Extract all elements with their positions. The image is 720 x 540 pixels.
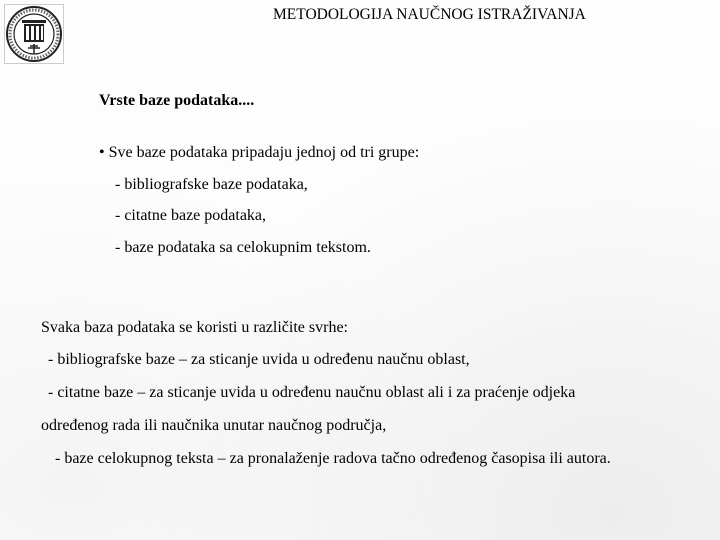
- list-item: - citatne baze podataka,: [115, 207, 267, 224]
- section-heading: Vrste baze podataka....: [99, 92, 255, 109]
- purpose-line: - citatne baze – za sticanje uvida u određenu naučnu oblast ali i za praćenje odjeka: [48, 384, 576, 401]
- bullet-intro: • Sve baze podataka pripadaju jednoj od tri grupe:: [99, 144, 420, 161]
- purposes-intro: Svaka baza podataka se koristi u različite svrhe:: [41, 319, 348, 336]
- purpose-line: određenog rada ili naučnika unutar naučnog područja,: [41, 417, 387, 434]
- page-title: METODOLOGIJA NAUČNOG ISTRAŽIVANJA: [273, 6, 586, 23]
- purpose-line: - bibliografske baze – za sticanje uvida u određenu naučnu oblast,: [48, 351, 470, 368]
- list-item: - bibliografske baze podataka,: [115, 176, 308, 193]
- university-seal-icon: [4, 4, 64, 64]
- purpose-line: - baze celokupnog teksta – za pronalaženje radova tačno određenog časopisa ili autora.: [55, 450, 611, 467]
- list-item: - baze podataka sa celokupnim tekstom.: [115, 239, 371, 256]
